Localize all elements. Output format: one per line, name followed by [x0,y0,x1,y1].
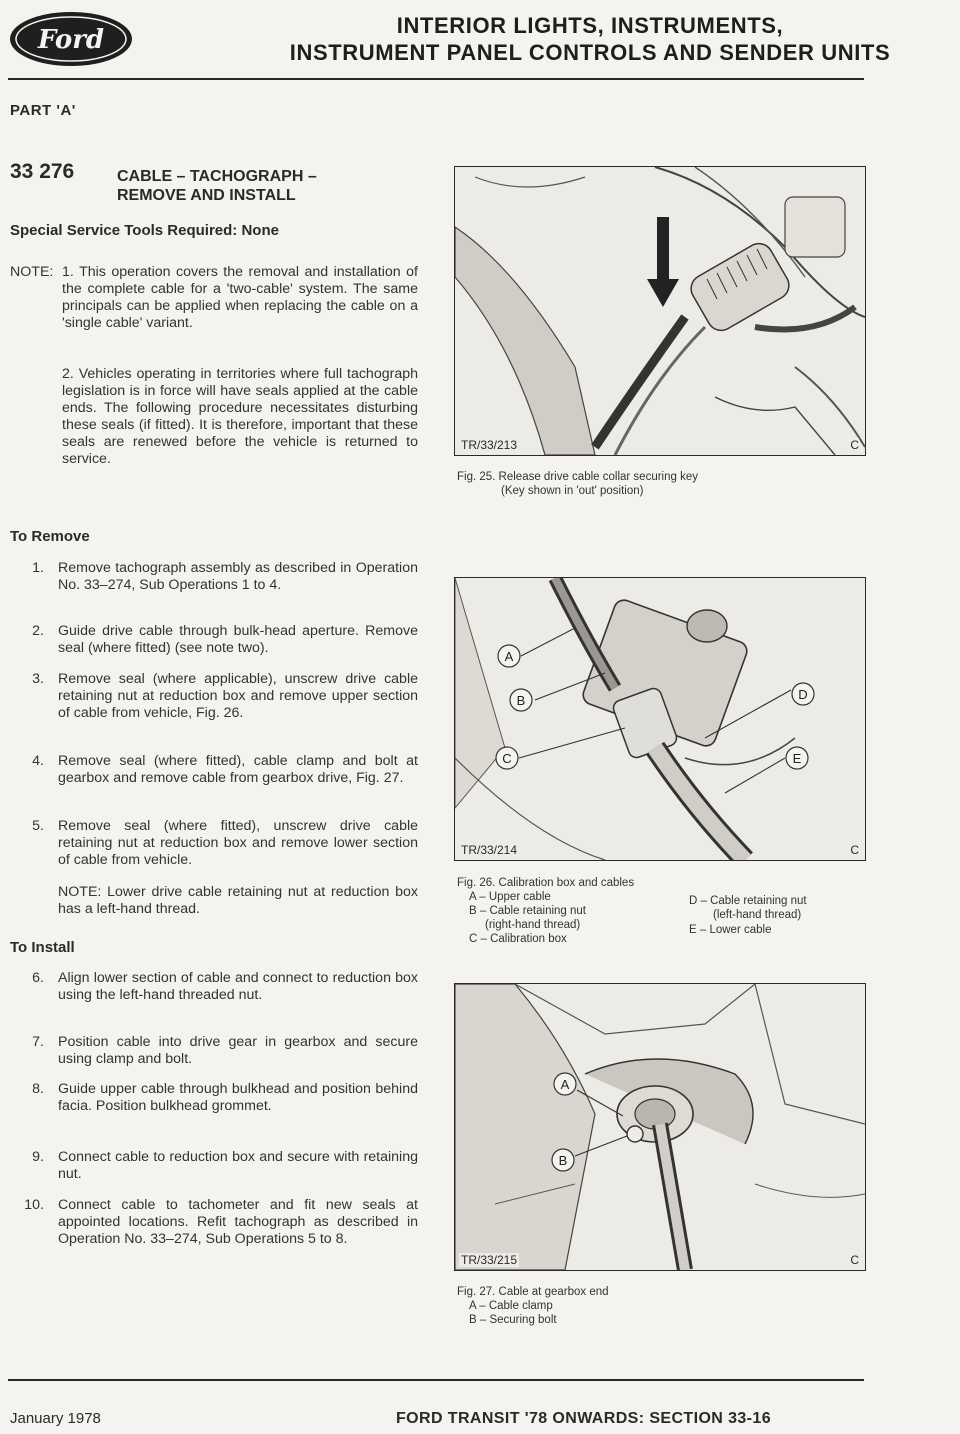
figure-25-drawing [455,167,865,455]
figure-26-label-a: A [504,649,514,664]
step-text: Guide drive cable through bulk-head aperture. Remove seal (where fitted) (see note two). [58,623,418,656]
figure-26-key-c: C – Calibration box [469,933,567,945]
step-number: 3. [32,671,44,687]
figure-26-key-a: A – Upper cable [469,891,551,903]
step-9 [10,1149,418,1183]
step-1 [10,560,418,594]
step-text: Align lower section of cable and connect to reduction box using the left-hand threaded nut. [58,970,418,1003]
step-7 [10,1034,418,1068]
step-number: 2. [32,623,44,639]
figure-26-key-d: D – Cable retaining nut [689,895,807,907]
step-text: Remove seal (where fitted), cable clamp and bolt at gearbox and remove cable from gearbox drive, Fig. 27. [58,753,418,786]
footer-publication: FORD TRANSIT '78 ONWARDS: SECTION 33-16 [396,1410,772,1427]
figure-25-corner: C [850,438,859,452]
figure-25-photo [454,166,866,456]
figure-26-label-b: B [516,693,526,708]
note-1 [62,264,418,332]
figure-27-drawing [455,984,865,1270]
step-text: Remove seal (where applicable), unscrew drive cable retaining nut at reduction box and remove upper section of cable from vehicle, Fig. 26. [58,671,418,721]
step-number: 4. [32,753,44,769]
figure-26-label-e: E [792,751,802,766]
step-10 [10,1197,418,1248]
step-number: 8. [32,1081,44,1097]
step-text: Remove tachograph assembly as described in Operation No. 33–274, Sub Operations 1 to 4. [58,560,418,593]
figure-25-caption-line2: (Key shown in 'out' position) [501,485,644,497]
figure-26-photo [454,577,866,861]
step-2 [10,623,418,657]
page-title-line2: INSTRUMENT PANEL CONTROLS AND SENDER UNITS [289,40,891,65]
step-number: 10. [24,1197,44,1213]
figure-27-ref: TR/33/215 [461,1253,518,1267]
step-text: Connect cable to tachometer and fit new seals at appointed locations. Refit tachograph as described in Operation No. 33–274, Sub Operations 5 to 8. [58,1197,418,1247]
install-heading: To Install [10,939,75,956]
figure-27-corner: C [850,1253,859,1267]
figure-26-key-b: B – Cable retaining nut [469,905,586,917]
figure-27-key-a: A – Cable clamp [469,1300,553,1312]
step-6 [10,970,418,1004]
figure-26-key-e: E – Lower cable [689,924,772,936]
ford-logo [8,10,134,68]
figure-26-drawing [455,578,865,860]
step-text: Remove seal (where fitted), unscrew drive cable retaining nut at reduction box and remove lower section of cable from vehicle. [58,818,418,868]
figure-27-label-a: A [560,1077,570,1092]
note-label: NOTE: [10,264,54,280]
part-label: PART 'A' [10,102,76,119]
special-tools: Special Service Tools Required: None [10,222,279,239]
figure-27-photo [454,983,866,1271]
step-4 [10,753,418,787]
figure-27-caption [457,1285,609,1327]
remove-note: NOTE: Lower drive cable retaining nut at reduction box has a left-hand thread. [58,884,418,917]
header-rule [8,78,864,80]
step-number: 5. [32,818,44,834]
note-1-num: 1. [62,264,74,280]
footer-date: January 1978 [10,1410,101,1427]
footer-rule [8,1379,864,1381]
step-number: 6. [32,970,44,986]
figure-26-label-c: C [502,751,512,766]
figure-26-key-d-detail: (left-hand thread) [713,909,802,921]
step-number: 7. [32,1034,44,1050]
note-1-text: This operation covers the removal and installation of the complete cable for a 'two-cable' system. The same principals can be applied when replacing the cable on a 'single cable' variant. [62,264,418,331]
figure-25-caption-line1: Fig. 25. Release drive cable collar securing key [457,471,698,483]
operation-number: 33 276 [10,160,75,183]
operation-title-line1: CABLE – TACHOGRAPH – [117,168,317,185]
step-3 [10,671,418,722]
figure-26-caption-title: Fig. 26. Calibration box and cables [457,877,635,889]
step-number: 1. [32,560,44,576]
step-text: Connect cable to reduction box and secure with retaining nut. [58,1149,418,1182]
figure-27-label-b: B [558,1153,568,1168]
figure-26-caption [457,876,857,950]
step-number: 9. [32,1149,44,1165]
figure-26-ref: TR/33/214 [461,843,518,857]
note-2-num: 2. [62,366,74,382]
figure-26-key-b-detail: (right-hand thread) [485,919,581,931]
ford-logo-text: Ford [37,25,105,55]
page-title [230,12,950,66]
figure-26-label-d: D [798,687,808,702]
note-2-text: Vehicles operating in territories where full tachograph legislation is in force will have seals applied at the cable ends. The following procedure necessitates disturbing these seals (if fitted). It is therefore, important that these seals are renewed before the vehicle is returned to service. [62,366,418,467]
step-5 [10,818,418,869]
figure-27-key-b: B – Securing bolt [469,1314,557,1326]
operation-title-line2: REMOVE AND INSTALL [117,187,296,204]
figure-26-corner: C [850,843,859,857]
step-8 [10,1081,418,1115]
step-text: Position cable into drive gear in gearbox and secure using clamp and bolt. [58,1034,418,1067]
figure-25-ref: TR/33/213 [461,438,518,452]
figure-27-caption-title: Fig. 27. Cable at gearbox end [457,1286,609,1298]
page-title-line1: INTERIOR LIGHTS, INSTRUMENTS, [396,13,784,38]
figure-25-caption [457,470,698,498]
step-text: Guide upper cable through bulkhead and position behind facia. Position bulkhead grommet. [58,1081,418,1114]
operation-title [117,167,377,205]
remove-heading: To Remove [10,528,90,545]
note-2 [62,366,418,468]
